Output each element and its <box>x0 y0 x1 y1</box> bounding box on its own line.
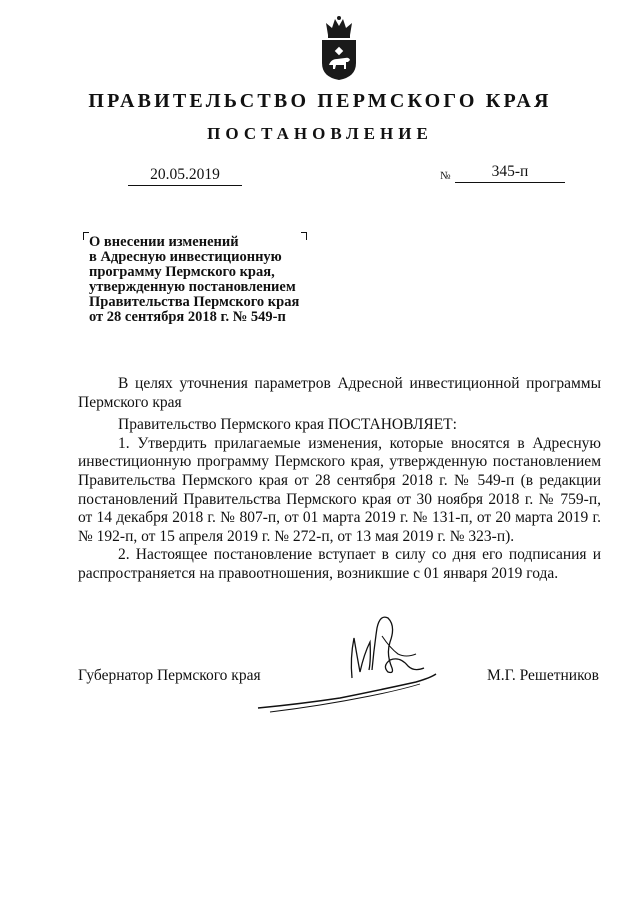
number-underline <box>455 182 565 183</box>
paragraph-purpose: В целях уточнения параметров Адресной инвестиционной программы Пермского края <box>78 375 601 411</box>
subject-line: Правительства Пермского края <box>89 294 300 310</box>
subject-line: от 28 сентября 2018 г. № 549-п <box>89 309 286 325</box>
subject-line: в Адресную инвестиционную <box>89 249 282 265</box>
handwritten-signature <box>240 608 440 718</box>
document-date: 20.05.2019 <box>150 166 220 183</box>
signatory-name: М.Г. Решетников <box>487 667 599 684</box>
government-title: ПРАВИТЕЛЬСТВО ПЕРМСКОГО КРАЯ <box>88 90 552 112</box>
document-number: 345-п <box>491 163 529 180</box>
signatory-role: Губернатор Пермского края <box>78 667 261 684</box>
number-sign: № <box>440 170 451 182</box>
subject-line: О внесении изменений <box>89 234 239 250</box>
subject-line: программу Пермского края, <box>89 264 275 280</box>
document-type: ПОСТАНОВЛЕНИЕ <box>207 124 433 143</box>
paragraph-item-2: 2. Настоящее постановление вступает в силу со дня его подписания и распространяется на правоотношения, возникшие с 01 января 2019 года. <box>78 546 601 582</box>
coat-of-arms-icon <box>319 15 359 81</box>
document-body <box>78 375 601 584</box>
paragraph-resolves: Правительство Пермского края ПОСТАНОВЛЯЕТ: <box>118 416 457 434</box>
date-underline <box>128 185 242 186</box>
paragraph-item-1: 1. Утвердить прилагаемые изменения, которые вносятся в Адресную инвестиционную программу Пермского края, утвержденную постановлением Правительства Пермского края от 28 сентября 2018 г. № 549-п (в редакции постановлений Правительства Пермского края от 30 ноября 2018 г. № 759-п, от 14 декабря 2018 г. № 807-п, от 01 марта 2019 г. № 131-п, от 20 марта 2019 г. № 192-п, от 15 апреля 2019 г. № 272-п, от 13 мая 2019 г. № 323-п). <box>78 434 601 545</box>
document-subject <box>89 235 329 325</box>
subject-line: утвержденную постановлением <box>89 279 296 295</box>
